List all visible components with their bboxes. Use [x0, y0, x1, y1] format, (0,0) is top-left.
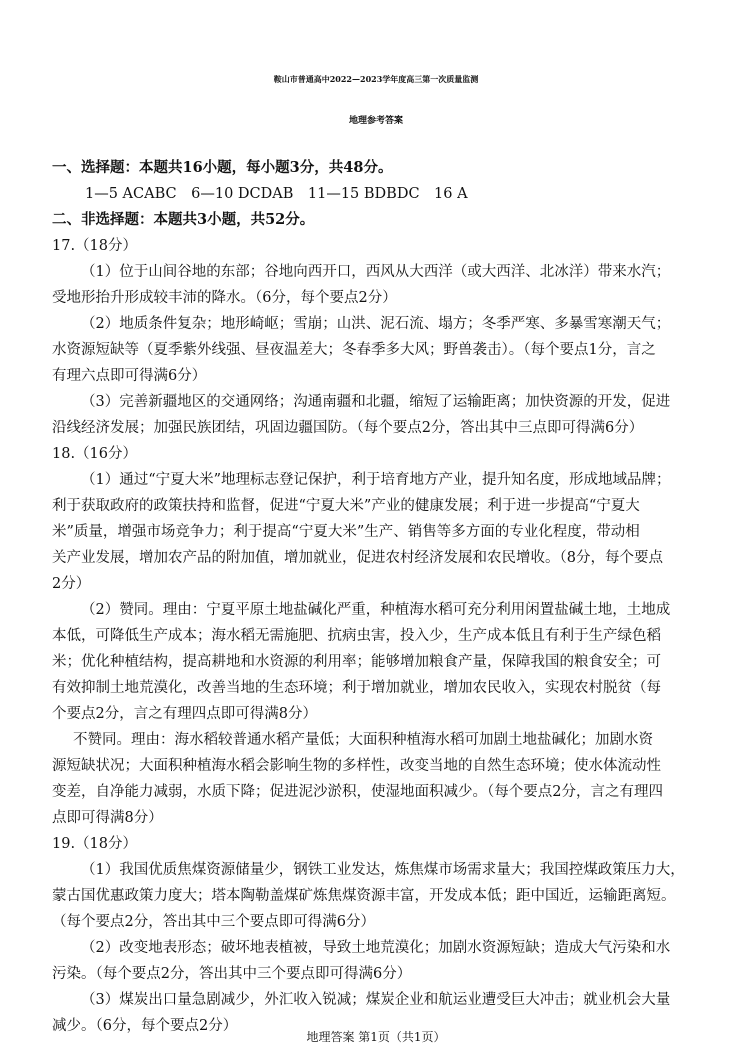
choice-answers: 1—5 ACABC 6—10 DCDAB 11—15 BDBDC 16 A	[85, 186, 468, 202]
question-18-heading: 18.（16分）	[52, 446, 138, 462]
answer-line: （2）赞同。理由：宁夏平原土地盐碱化严重，种植海水稻可充分利用闲置盐碱土地，土地成	[81, 602, 671, 618]
answer-line: 减少。（6分，每个要点2分）	[52, 1018, 238, 1034]
answer-line: 本低，可降低生产成本；海水稻无需施肥、抗病虫害，投入少，生产成本低且有利于生产绿色稻	[52, 628, 661, 644]
answer-line: （2）改变地表形态；破坏地表植被，导致土地荒漠化；加剧水资源短缺；造成大气污染和水	[81, 940, 671, 956]
document-title: 鞍山市普通高中2022—2023学年度高三第一次质量监测	[273, 74, 479, 84]
answer-line: 水资源短缺等（夏季紫外线强、昼夜温差大；冬春季多大风；野兽袭击）。（每个要点1分，言之	[52, 342, 656, 358]
document-subtitle: 地理参考答案	[348, 116, 403, 126]
answer-line: （1）通过“宁夏大米”地理标志登记保护，利于培育地方产业，提升知名度，形成地域品牌；	[81, 472, 671, 488]
answer-line: 米；优化种植结构，提高耕地和水资源的利用率；能够增加粮食产量，保障我国的粮食安全；可	[52, 654, 661, 670]
answer-line: 关产业发展，增加农产品的附加值，增加就业，促进农村经济发展和农民增收。（8分，每个要点	[52, 550, 663, 566]
answer-line: 沿线经济发展；加强民族团结，巩固边疆国防。（每个要点2分，答出其中三点即可得满6分）	[52, 420, 644, 436]
answer-line: （3）完善新疆地区的交通网络；沟通南疆和北疆，缩短了运输距离；加快资源的开发，促进	[81, 394, 671, 410]
answer-line: 有理六点即可得满6分）	[52, 368, 207, 384]
answer-line: 点即可得满8分）	[52, 810, 163, 826]
answer-line: 蒙古国优惠政策力度大；塔本陶勒盖煤矿炼焦煤资源丰富，开发成本低；距中国近，运输距离短。	[52, 888, 676, 904]
answer-line: 污染。（每个要点2分，答出其中三个要点即可得满6分）	[52, 966, 412, 982]
answer-line: （3）煤炭出口量急剧减少，外汇收入锐减；煤炭企业和航运业遭受巨大冲击；就业机会大量	[81, 992, 671, 1008]
answer-line: （1）位于山间谷地的东部；谷地向西开口，西风从大西洋（或大西洋、北冰洋）带来水汽；	[81, 264, 671, 280]
answer-line: 有效抑制土地荒漠化，改善当地的生态环境；利于增加就业，增加农民收入，实现农村脱贫（每	[52, 680, 661, 696]
section-1-heading: 一、选择题：本题共16小题，每小题3分，共48分。	[52, 159, 393, 176]
answer-line: 米”质量，增强市场竞争力；利于提高“宁夏大米”生产、销售等多方面的专业化程度，带动相	[52, 524, 640, 540]
answer-line: 利于获取政府的政策扶持和监督，促进“宁夏大米”产业的健康发展；利于进一步提高“宁夏大	[52, 498, 640, 514]
question-19-heading: 19.（18分）	[52, 836, 138, 852]
answer-line: （2）地质条件复杂；地形崎岖；雪崩；山洪、泥石流、塌方；冬季严寒、多暴雪寒潮天气；	[81, 316, 671, 332]
answer-line: 源短缺状况；大面积种植海水稻会影响生物的多样性，改变当地的自然生态环境；使水体流动性	[52, 758, 661, 774]
answer-line: （每个要点2分，答出其中三个要点即可得满6分）	[52, 914, 375, 930]
question-17-heading: 17.（18分）	[52, 238, 138, 254]
answer-line: 变差，自净能力减弱，水质下降；促进泥沙淤积，使湿地面积减少。（每个要点2分，言之有理四	[52, 784, 663, 800]
answer-line: 不赞同。理由：海水稻较普通水稻产量低；大面积种植海水稻可加剧土地盐碱化；加剧水资	[73, 732, 653, 748]
page-footer: 地理答案 第1页（共1页）	[306, 1030, 446, 1044]
answer-line: 个要点2分，言之有理四点即可得满8分）	[52, 706, 317, 722]
answer-line: 受地形抬升形成较丰沛的降水。（6分，每个要点2分）	[52, 290, 397, 306]
answer-line: （1）我国优质焦煤资源储量少，钢铁工业发达，炼焦煤市场需求量大；我国控煤政策压力大，	[81, 862, 685, 878]
section-2-heading: 二、非选择题：本题共3小题，共52分。	[52, 211, 315, 228]
answer-line: 2分）	[52, 576, 91, 592]
